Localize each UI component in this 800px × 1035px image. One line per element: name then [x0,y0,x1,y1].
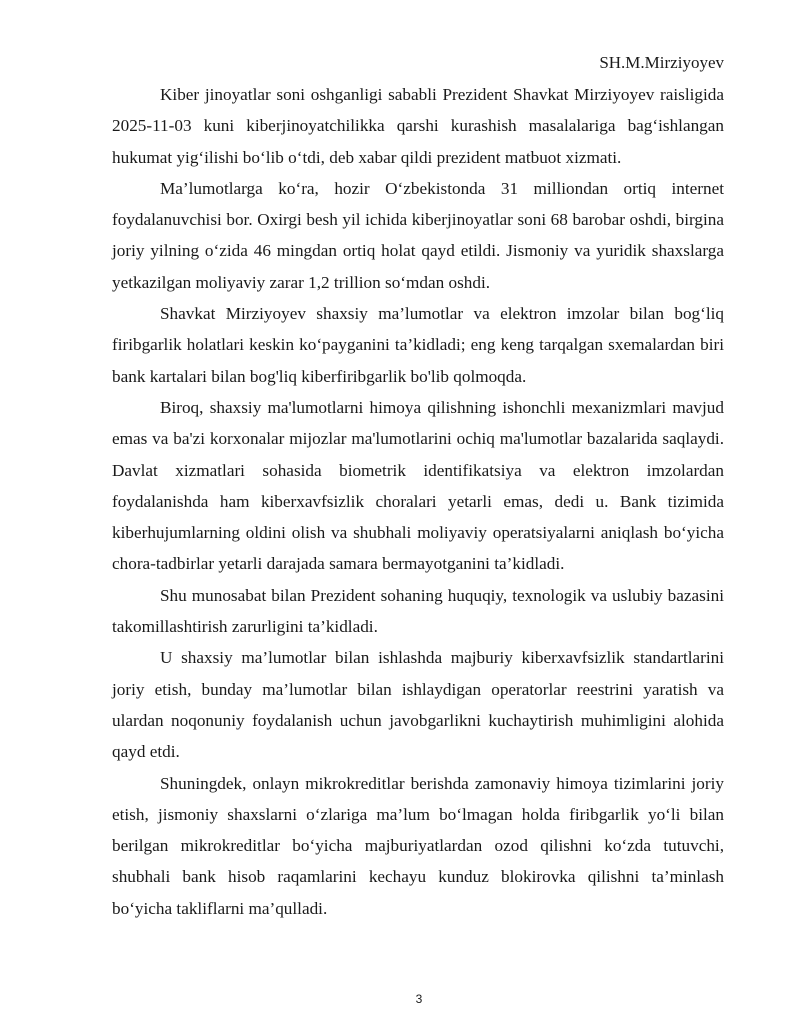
paragraph: U shaxsiy ma’lumotlar bilan ishlashda majburiy kiberxavfsizlik standartlarini joriy etish, bunday ma’lumotlar bilan ishlaydigan operatorlar reestrini yaratish va ulardan noqonuniy foydalanish uchun javobgarlikni kuchaytirish muhimligini alohida qayd etdi. [112,648,724,762]
paragraph: Biroq, shaxsiy ma'lumotlarni himoya qilishning ishonchli mexanizmlari mavjud emas va ba'zi korxonalar mijozlar ma'lumotlarini ochiq ma'lumotlar bazalarida saqlaydi. Davlat xizmatlari sohasida biometrik identifikatsiya va elektron imzolardan foydalanishda ham kiberxavfsizlik choralari yetarli emas, dedi u. Bank tizimida kiberhujumlarning oldini olish va shubhali moliyaviy operatsiyalarni aniqlash bo‘yicha chora-tadbirlar yetarli darajada samara bermayotganini ta’kidladi. [112,397,724,574]
paragraph: Ma’lumotlarga ko‘ra, hozir O‘zbekistonda 31 milliondan ortiq internet foydalanuvchisi bor. Oxirgi besh yil ichida kiberjinoyatlar soni 68 barobar oshdi, birgina joriy yilning o‘zida 46 mingdan ortiq holat qayd etildi. Jismoniy va yuridik shaxslarga yetkazilgan moliyaviy zarar 1,2 trillion so‘mdan oshdi. [112,178,724,292]
paragraph: Kiber jinoyatlar soni oshganligi sababli Prezident Shavkat Mirziyoyev raisligida 2025-11-03 kuni kiberjinoyatchilikka qarshi kurashish masalalariga bag‘ishlangan hukumat yig‘ilishi bo‘lib o‘tdi, deb xabar qildi prezident matbuot xizmati. [112,85,724,167]
page-number: 3 [415,992,423,1006]
paragraph: Shavkat Mirziyoyev shaxsiy ma’lumotlar va elektron imzolar bilan bog‘liq firibgarlik holatlari keskin ko‘payganini ta’kidladi; eng keng tarqalgan sxemalardan biri bank kartalari bilan bog'liq kiberfiribgarlik bo'lib qolmoqda. [112,304,724,386]
paragraph: Shuningdek, onlayn mikrokreditlar berishda zamonaviy himoya tizimlarini joriy etish, jismoniy shaxslarni o‘zlariga ma’lum bo‘lmagan holda firibgarlik yo‘li bilan berilgan mikrokreditlar bo‘yicha majburiyatlardan ozod qilishni ko‘zda tutuvchi, shubhali bank hisob raqamlarini kechayu kunduz blokirovka qilishni ta’minlash bo‘yicha takliflarni ma’qulladi. [112,773,724,918]
paragraph: Shu munosabat bilan Prezident sohaning huquqiy, texnologik va uslubiy bazasini takomillashtirish zarurligini ta’kidladi. [112,585,724,637]
header-author: SH.M.Mirziyoyev [599,53,724,72]
document-body [112,79,724,924]
